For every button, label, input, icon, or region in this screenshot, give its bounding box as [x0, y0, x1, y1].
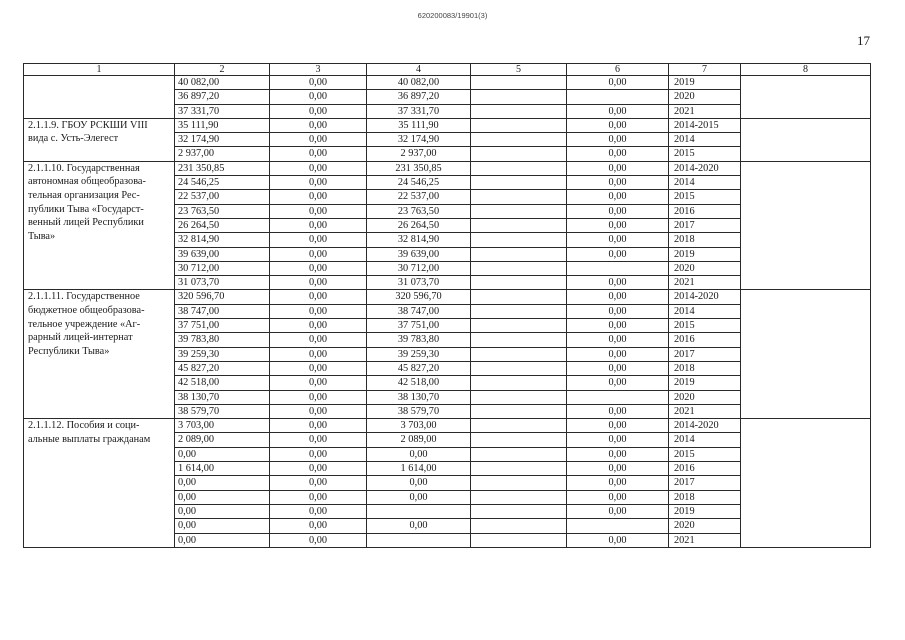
cell-col-4: 31 073,70	[367, 276, 471, 290]
cell-col-3: 0,00	[270, 247, 367, 261]
cell-col-5	[471, 504, 567, 518]
column-header-8: 8	[741, 64, 871, 76]
cell-col-8	[741, 76, 871, 119]
cell-col-2: 231 350,85	[175, 161, 270, 175]
cell-col-5	[471, 447, 567, 461]
cell-col-4: 39 639,00	[367, 247, 471, 261]
cell-col-7: 2020	[669, 390, 741, 404]
cell-col-3: 0,00	[270, 376, 367, 390]
cell-col-4: 24 546,25	[367, 176, 471, 190]
cell-col-7: 2016	[669, 204, 741, 218]
cell-col-4: 2 937,00	[367, 147, 471, 161]
cell-col-6: 0,00	[567, 133, 669, 147]
cell-col-7: 2015	[669, 190, 741, 204]
cell-col-6: 0,00	[567, 247, 669, 261]
cell-col-5	[471, 404, 567, 418]
cell-col-5	[471, 533, 567, 547]
cell-col-3: 0,00	[270, 147, 367, 161]
cell-col-3: 0,00	[270, 290, 367, 304]
cell-col-5	[471, 462, 567, 476]
cell-col-4: 23 763,50	[367, 204, 471, 218]
cell-col-3: 0,00	[270, 161, 367, 175]
cell-col-7: 2018	[669, 233, 741, 247]
document-code: 620200083/19901(3)	[417, 11, 488, 20]
cell-col-7: 2016	[669, 333, 741, 347]
cell-col-3: 0,00	[270, 333, 367, 347]
section-label: 2.1.1.9. ГБОУ РСКШИ VIII вида с. Усть-Элегест	[24, 118, 175, 161]
cell-col-5	[471, 147, 567, 161]
cell-col-4: 39 259,30	[367, 347, 471, 361]
cell-col-7: 2019	[669, 247, 741, 261]
cell-col-7: 2014-2020	[669, 290, 741, 304]
cell-col-2: 24 546,25	[175, 176, 270, 190]
cell-col-7: 2020	[669, 90, 741, 104]
cell-col-7: 2015	[669, 147, 741, 161]
cell-col-6: 0,00	[567, 376, 669, 390]
cell-col-6: 0,00	[567, 447, 669, 461]
budget-table	[23, 63, 871, 548]
cell-col-6: 0,00	[567, 319, 669, 333]
cell-col-5	[471, 161, 567, 175]
cell-col-4	[367, 504, 471, 518]
cell-col-4	[367, 533, 471, 547]
cell-col-4: 0,00	[367, 519, 471, 533]
cell-col-7: 2019	[669, 376, 741, 390]
cell-col-3: 0,00	[270, 276, 367, 290]
cell-col-2: 40 082,00	[175, 76, 270, 90]
cell-col-4: 1 614,00	[367, 462, 471, 476]
cell-col-7: 2014	[669, 304, 741, 318]
cell-col-7: 2021	[669, 276, 741, 290]
cell-col-6	[567, 390, 669, 404]
column-header-2: 2	[175, 64, 270, 76]
cell-col-7: 2019	[669, 504, 741, 518]
cell-col-3: 0,00	[270, 118, 367, 132]
cell-col-6: 0,00	[567, 361, 669, 375]
cell-col-7: 2021	[669, 404, 741, 418]
cell-col-3: 0,00	[270, 190, 367, 204]
cell-col-2: 37 751,00	[175, 319, 270, 333]
cell-col-6: 0,00	[567, 76, 669, 90]
table-row	[24, 76, 871, 90]
cell-col-6: 0,00	[567, 476, 669, 490]
cell-col-2: 1 614,00	[175, 462, 270, 476]
cell-col-2: 0,00	[175, 533, 270, 547]
cell-col-4: 3 703,00	[367, 419, 471, 433]
cell-col-5	[471, 261, 567, 275]
cell-col-5	[471, 390, 567, 404]
cell-col-8	[741, 419, 871, 548]
table-row	[24, 118, 871, 132]
cell-col-7: 2020	[669, 519, 741, 533]
cell-col-2: 30 712,00	[175, 261, 270, 275]
cell-col-8	[741, 161, 871, 290]
cell-col-5	[471, 419, 567, 433]
cell-col-3: 0,00	[270, 433, 367, 447]
cell-col-7: 2014	[669, 433, 741, 447]
cell-col-2: 320 596,70	[175, 290, 270, 304]
cell-col-6: 0,00	[567, 276, 669, 290]
page-number: 17	[857, 33, 870, 48]
section-label: 2.1.1.11. Государственное бюджетное общеобразова-тельное учреждение «Аг-рарный лицей-интернат Республики Тыва»	[24, 290, 175, 419]
cell-col-6: 0,00	[567, 304, 669, 318]
cell-col-2: 23 763,50	[175, 204, 270, 218]
cell-col-3: 0,00	[270, 176, 367, 190]
cell-col-5	[471, 76, 567, 90]
cell-col-7: 2021	[669, 533, 741, 547]
cell-col-5	[471, 247, 567, 261]
cell-col-4: 2 089,00	[367, 433, 471, 447]
cell-col-5	[471, 290, 567, 304]
cell-col-2: 32 814,90	[175, 233, 270, 247]
cell-col-3: 0,00	[270, 404, 367, 418]
cell-col-7: 2020	[669, 261, 741, 275]
cell-col-2: 26 264,50	[175, 218, 270, 232]
cell-col-3: 0,00	[270, 90, 367, 104]
cell-col-7: 2014	[669, 176, 741, 190]
cell-col-4: 37 751,00	[367, 319, 471, 333]
cell-col-4: 38 579,70	[367, 404, 471, 418]
section-label	[24, 76, 175, 119]
cell-col-3: 0,00	[270, 390, 367, 404]
column-header-7: 7	[669, 64, 741, 76]
cell-col-2: 32 174,90	[175, 133, 270, 147]
cell-col-5	[471, 190, 567, 204]
cell-col-5	[471, 176, 567, 190]
cell-col-3: 0,00	[270, 519, 367, 533]
cell-col-3: 0,00	[270, 319, 367, 333]
cell-col-6: 0,00	[567, 190, 669, 204]
cell-col-6	[567, 519, 669, 533]
cell-col-2: 39 639,00	[175, 247, 270, 261]
cell-col-3: 0,00	[270, 462, 367, 476]
cell-col-2: 38 130,70	[175, 390, 270, 404]
column-header-3: 3	[270, 64, 367, 76]
cell-col-7: 2021	[669, 104, 741, 118]
cell-col-6: 0,00	[567, 419, 669, 433]
cell-col-2: 39 783,80	[175, 333, 270, 347]
column-header-6: 6	[567, 64, 669, 76]
section-label: 2.1.1.10. Государственная автономная общеобразова-тельная организация Рес-публики Тыва «Государст-венный лицей Республики Тыва»	[24, 161, 175, 290]
cell-col-5	[471, 433, 567, 447]
cell-col-6: 0,00	[567, 118, 669, 132]
cell-col-5	[471, 333, 567, 347]
cell-col-5	[471, 490, 567, 504]
cell-col-5	[471, 104, 567, 118]
cell-col-2: 39 259,30	[175, 347, 270, 361]
cell-col-7: 2017	[669, 347, 741, 361]
cell-col-6: 0,00	[567, 176, 669, 190]
cell-col-7: 2014-2020	[669, 419, 741, 433]
cell-col-4: 22 537,00	[367, 190, 471, 204]
cell-col-4: 0,00	[367, 490, 471, 504]
cell-col-3: 0,00	[270, 347, 367, 361]
cell-col-7: 2018	[669, 361, 741, 375]
cell-col-3: 0,00	[270, 204, 367, 218]
cell-col-4: 32 814,90	[367, 233, 471, 247]
cell-col-5	[471, 90, 567, 104]
cell-col-8	[741, 118, 871, 161]
cell-col-2: 31 073,70	[175, 276, 270, 290]
table-row	[24, 290, 871, 304]
cell-col-4: 36 897,20	[367, 90, 471, 104]
cell-col-2: 36 897,20	[175, 90, 270, 104]
cell-col-7: 2016	[669, 462, 741, 476]
cell-col-7: 2017	[669, 218, 741, 232]
budget-table-container	[23, 63, 871, 548]
cell-col-3: 0,00	[270, 233, 367, 247]
cell-col-6	[567, 90, 669, 104]
cell-col-2: 0,00	[175, 476, 270, 490]
cell-col-3: 0,00	[270, 504, 367, 518]
cell-col-6: 0,00	[567, 218, 669, 232]
cell-col-3: 0,00	[270, 218, 367, 232]
cell-col-4: 231 350,85	[367, 161, 471, 175]
cell-col-6: 0,00	[567, 147, 669, 161]
cell-col-6: 0,00	[567, 204, 669, 218]
cell-col-2: 0,00	[175, 519, 270, 533]
section-label: 2.1.1.12. Пособия и соци-альные выплаты гражданам	[24, 419, 175, 548]
cell-col-4: 40 082,00	[367, 76, 471, 90]
cell-col-6: 0,00	[567, 333, 669, 347]
cell-col-3: 0,00	[270, 76, 367, 90]
cell-col-2: 37 331,70	[175, 104, 270, 118]
cell-col-5	[471, 233, 567, 247]
cell-col-3: 0,00	[270, 104, 367, 118]
cell-col-6: 0,00	[567, 490, 669, 504]
cell-col-7: 2015	[669, 319, 741, 333]
cell-col-3: 0,00	[270, 447, 367, 461]
cell-col-5	[471, 304, 567, 318]
cell-col-2: 38 579,70	[175, 404, 270, 418]
cell-col-2: 38 747,00	[175, 304, 270, 318]
cell-col-6: 0,00	[567, 161, 669, 175]
cell-col-6: 0,00	[567, 404, 669, 418]
cell-col-4: 38 130,70	[367, 390, 471, 404]
cell-col-6: 0,00	[567, 433, 669, 447]
cell-col-6: 0,00	[567, 347, 669, 361]
cell-col-2: 0,00	[175, 490, 270, 504]
cell-col-7: 2018	[669, 490, 741, 504]
cell-col-2: 45 827,20	[175, 361, 270, 375]
cell-col-6: 0,00	[567, 533, 669, 547]
cell-col-5	[471, 319, 567, 333]
cell-col-3: 0,00	[270, 490, 367, 504]
cell-col-6	[567, 261, 669, 275]
cell-col-6: 0,00	[567, 104, 669, 118]
cell-col-5	[471, 476, 567, 490]
cell-col-7: 2015	[669, 447, 741, 461]
cell-col-2: 22 537,00	[175, 190, 270, 204]
table-row	[24, 419, 871, 433]
cell-col-4: 32 174,90	[367, 133, 471, 147]
cell-col-4: 0,00	[367, 476, 471, 490]
cell-col-4: 37 331,70	[367, 104, 471, 118]
column-header-5: 5	[471, 64, 567, 76]
cell-col-7: 2014-2015	[669, 118, 741, 132]
cell-col-5	[471, 361, 567, 375]
cell-col-2: 42 518,00	[175, 376, 270, 390]
cell-col-2: 2 089,00	[175, 433, 270, 447]
cell-col-6: 0,00	[567, 290, 669, 304]
cell-col-4: 42 518,00	[367, 376, 471, 390]
cell-col-5	[471, 218, 567, 232]
cell-col-5	[471, 376, 567, 390]
cell-col-3: 0,00	[270, 419, 367, 433]
cell-col-4: 45 827,20	[367, 361, 471, 375]
cell-col-7: 2014-2020	[669, 161, 741, 175]
cell-col-7: 2019	[669, 76, 741, 90]
cell-col-4: 35 111,90	[367, 118, 471, 132]
cell-col-3: 0,00	[270, 361, 367, 375]
cell-col-4: 30 712,00	[367, 261, 471, 275]
cell-col-5	[471, 519, 567, 533]
cell-col-3: 0,00	[270, 476, 367, 490]
cell-col-6: 0,00	[567, 504, 669, 518]
cell-col-5	[471, 347, 567, 361]
column-header-4: 4	[367, 64, 471, 76]
cell-col-5	[471, 118, 567, 132]
cell-col-4: 26 264,50	[367, 218, 471, 232]
cell-col-7: 2014	[669, 133, 741, 147]
cell-col-4: 38 747,00	[367, 304, 471, 318]
cell-col-6: 0,00	[567, 462, 669, 476]
cell-col-5	[471, 276, 567, 290]
cell-col-3: 0,00	[270, 261, 367, 275]
cell-col-2: 0,00	[175, 447, 270, 461]
cell-col-7: 2017	[669, 476, 741, 490]
cell-col-2: 3 703,00	[175, 419, 270, 433]
cell-col-2: 0,00	[175, 504, 270, 518]
cell-col-4: 0,00	[367, 447, 471, 461]
cell-col-4: 39 783,80	[367, 333, 471, 347]
cell-col-8	[741, 290, 871, 419]
cell-col-4: 320 596,70	[367, 290, 471, 304]
cell-col-2: 35 111,90	[175, 118, 270, 132]
cell-col-3: 0,00	[270, 133, 367, 147]
cell-col-6: 0,00	[567, 233, 669, 247]
column-header-row	[24, 64, 871, 76]
cell-col-5	[471, 133, 567, 147]
cell-col-3: 0,00	[270, 304, 367, 318]
table-row	[24, 161, 871, 175]
cell-col-5	[471, 204, 567, 218]
cell-col-2: 2 937,00	[175, 147, 270, 161]
cell-col-3: 0,00	[270, 533, 367, 547]
column-header-1: 1	[24, 64, 175, 76]
